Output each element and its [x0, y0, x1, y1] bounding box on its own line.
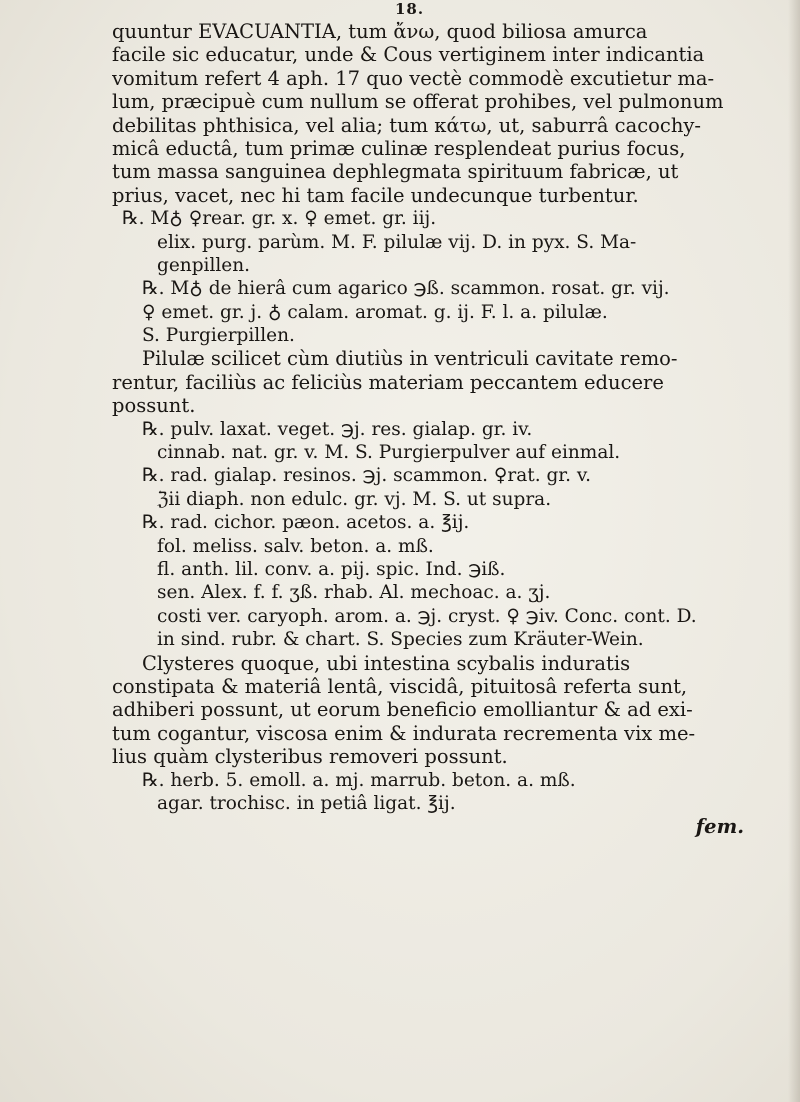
- page-edge-shadow: [788, 0, 800, 1102]
- text-line: micâ eductâ, tum primæ culinæ resplendeat purius focus,: [112, 136, 686, 160]
- prescription-line: S. Purgierpillen.: [142, 325, 295, 347]
- text-line: prius, vacet, nec hi tam facile undecunque turbentur.: [112, 183, 639, 207]
- text-line: rentur, faciliùs ac feliciùs materiam peccantem educere: [112, 370, 664, 394]
- text-line: adhiberi possunt, ut eorum beneficio emolliantur & ad exi-: [112, 698, 693, 722]
- prescription-line: ♀ emet. gr. j. ♁ calam. aromat. g. ij. F. l. a. pilulæ.: [142, 301, 608, 323]
- prescription-line: elix. purg. parùm. M. F. pilulæ vij. D. in pyx. S. Ma-: [157, 231, 637, 253]
- prescription-line: ℞. M♁ de hierâ cum agarico ℈ß. scammon. rosat. gr. vij.: [142, 278, 670, 300]
- text-line: tum massa sanguinea dephlegmata spirituum fabricæ, ut: [112, 160, 679, 184]
- text-line: debilitas phthisica, vel alia; tum κάτω, ut, saburrâ cacochy-: [112, 113, 701, 137]
- text-line: Pilulæ scilicet cùm diutiùs in ventriculi cavitate remo-: [142, 347, 678, 371]
- prescription-line: ℞. rad. cichor. pæon. acetos. a. ℥ij.: [142, 512, 470, 534]
- text-line: quuntur EVACUANTIA, tum ἄνω, quod biliosa amurca: [112, 20, 648, 43]
- prescription-line: in sind. rubr. & chart. S. Species zum Kräuter-Wein.: [157, 629, 644, 651]
- text-line: tum cogantur, viscosa enim & indurata recrementa vix me-: [112, 721, 696, 745]
- prescription-line: ℞. rad. gialap. resinos. ℈j. scammon. ♀rat. gr. v.: [142, 465, 592, 487]
- text-line: lius quàm clysteribus removeri possunt.: [112, 745, 508, 769]
- catchword: fem.: [695, 815, 744, 839]
- page-number: 18.: [395, 0, 425, 18]
- text-block: [112, 20, 744, 839]
- text-line: constipata & materiâ lentâ, viscidâ, pituitosâ referta sunt,: [112, 674, 688, 698]
- text-line: vomitum refert 4 aph. 17 quo vectè commodè excutietur ma-: [112, 66, 715, 90]
- text-line: Clysteres quoque, ubi intestina scybalis induratis: [142, 651, 631, 675]
- text-line: possunt.: [112, 394, 196, 418]
- prescription-line: agar. trochisc. in petiâ ligat. ℥ij.: [157, 792, 456, 814]
- prescription-line: sen. Alex. f. f. ʒß. rhab. Al. mechoac. a. ʒj.: [157, 582, 551, 604]
- text-line: lum, præcipuè cum nullum se offerat prohibes, vel pulmonum: [112, 90, 724, 114]
- prescription-line: fol. meliss. salv. beton. a. mß.: [157, 535, 434, 557]
- prescription-line: ℞. M♁ ♀rear. gr. x. ♀ emet. gr. iij.: [122, 208, 437, 230]
- prescription-line: genpillen.: [157, 254, 251, 276]
- text-line: facile sic educatur, unde & Cous vertiginem inter indicantia: [112, 43, 705, 67]
- prescription-line: fl. anth. lil. conv. a. pij. spic. Ind. ℈iß.: [157, 558, 506, 580]
- prescription-line: ℨii diaph. non edulc. gr. vj. M. S. ut supra.: [157, 488, 552, 510]
- prescription-line: ℞. pulv. laxat. veget. ℈j. res. gialap. gr. iv.: [142, 418, 533, 440]
- prescription-line: cinnab. nat. gr. v. M. S. Purgierpulver auf einmal.: [157, 442, 621, 464]
- prescription-line: ℞. herb. 5. emoll. a. mj. marrub. beton. a. mß.: [142, 769, 576, 791]
- prescription-line: costi ver. caryoph. arom. a. ℈j. cryst. ♀ ℈iv. Conc. cont. D.: [157, 605, 697, 627]
